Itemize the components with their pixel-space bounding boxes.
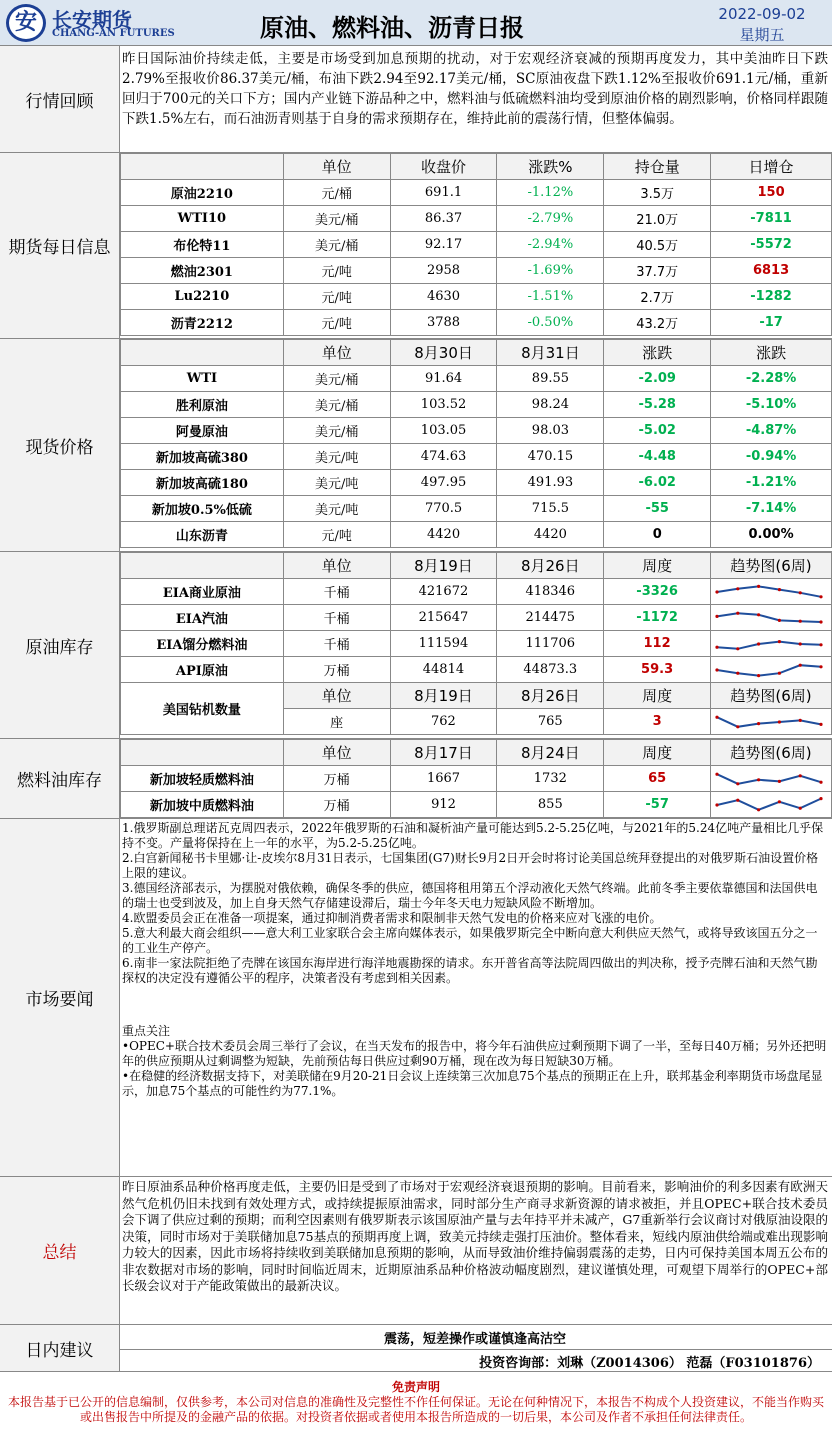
weekly-change-cell: 65 — [604, 766, 711, 792]
advice-label: 日内建议 — [0, 1325, 120, 1371]
price-prev-cell: 103.52 — [390, 392, 497, 418]
crude-inventory-table — [120, 552, 832, 735]
trend-point — [715, 614, 718, 617]
trend-cell — [710, 605, 831, 631]
news-item: 2.白宫新闻秘书卡里娜·让-皮埃尔8月31日表示，七国集团(G7)财长9月2日开会时将讨论美国总统拜登提出的对俄罗斯石油设置价格上限的建议。 — [122, 851, 819, 880]
price-prev-cell: 4420 — [390, 522, 497, 548]
value-prev-cell: 215647 — [390, 605, 497, 631]
product-name: 新加坡0.5%低硫 — [121, 496, 284, 522]
change-pct-cell: -0.94% — [711, 444, 832, 470]
news-list — [122, 821, 828, 1099]
trend-point — [778, 779, 781, 782]
futures-header-cell: 持仓量 — [604, 154, 711, 180]
spot-table — [120, 339, 832, 548]
spot-row — [121, 418, 832, 444]
trend-sparkline — [711, 633, 827, 655]
trend-point — [715, 645, 718, 648]
product-name: 胜利原油 — [121, 392, 284, 418]
crude-inventory-header-cell: 8月19日 — [390, 553, 497, 579]
advice-text: 震荡，短差操作或谨慎逢高沽空 — [383, 1332, 566, 1347]
product-name: 新加坡高硫180 — [121, 470, 284, 496]
unit-cell: 美元/桶 — [283, 206, 390, 232]
change-pct-cell: -2.94% — [497, 232, 604, 258]
daily-oi-change-cell: -7811 — [711, 206, 832, 232]
spot-header-cell — [121, 340, 284, 366]
change-cell: 0 — [604, 522, 711, 548]
futures-header-cell: 单位 — [283, 154, 390, 180]
unit-cell: 千桶 — [283, 579, 390, 605]
unit-cell: 千桶 — [283, 631, 390, 657]
value-curr-cell: 214475 — [497, 605, 604, 631]
close-price-cell: 86.37 — [390, 206, 497, 232]
trend-cell — [711, 792, 832, 818]
trend-point — [799, 663, 802, 666]
disclaimer — [0, 1376, 832, 1444]
fuel-inventory-label: 燃料油库存 — [0, 739, 120, 818]
spot-row — [121, 470, 832, 496]
close-price-cell: 2958 — [390, 258, 497, 284]
trend-cell — [710, 657, 831, 683]
trend-point — [778, 618, 781, 621]
change-pct-cell: -1.12% — [497, 180, 604, 206]
product-name: 新加坡高硫380 — [121, 444, 284, 470]
price-curr-cell: 470.15 — [497, 444, 604, 470]
unit-cell: 美元/桶 — [283, 418, 390, 444]
disclaimer-text: 本报告基于已公开的信息编制，仅供参考，本公司对信息的准确性及完整性不作任何保证。无论在何种情况下，本报告不构成个人投资建议，不能当作购买或出售报告中所提及的金融产品的依据。对投资者依据或者使用本报告所造成的一切后果，本公司及作者不承担任何法律责任。 — [7, 1395, 824, 1424]
spot-label: 现货价格 — [0, 339, 120, 551]
value-prev-cell: 421672 — [390, 579, 497, 605]
value-prev-cell: 44814 — [390, 657, 497, 683]
change-pct-cell: -5.10% — [711, 392, 832, 418]
fuel-inventory-header-cell: 8月24日 — [497, 740, 604, 766]
price-prev-cell: 474.63 — [390, 444, 497, 470]
open-interest-cell: 21.0万 — [604, 206, 711, 232]
trend-point — [799, 774, 802, 777]
change-cell: -2.09 — [604, 366, 711, 392]
crude-inventory-section — [0, 552, 832, 739]
unit-cell: 元/吨 — [283, 522, 390, 548]
trend-point — [757, 674, 760, 677]
fuel-inventory-header-cell: 单位 — [283, 740, 390, 766]
spot-header-cell: 涨跌 — [604, 340, 711, 366]
trend-point — [715, 803, 718, 806]
rig-header-cell: 周度 — [604, 683, 711, 709]
report-header — [0, 0, 832, 46]
unit-cell: 美元/桶 — [283, 366, 390, 392]
value-prev-cell: 912 — [390, 792, 497, 818]
value-curr-cell: 418346 — [497, 579, 604, 605]
price-curr-cell: 98.03 — [497, 418, 604, 444]
crude-inventory-header-cell: 周度 — [604, 553, 711, 579]
price-prev-cell: 91.64 — [390, 366, 497, 392]
trend-sparkline — [711, 581, 827, 603]
trend-point — [819, 722, 822, 725]
weekly-change-cell: 3 — [604, 709, 711, 735]
crude-inventory-header-cell: 趋势图(6周) — [710, 553, 831, 579]
consultant-info: 投资咨询部：刘琳（Z0014306） 范磊（F03101876） — [479, 1356, 820, 1371]
trend-point — [715, 668, 718, 671]
value-curr-cell: 855 — [497, 792, 604, 818]
fuel-inventory-header-cell: 周度 — [604, 740, 711, 766]
inventory-row — [121, 792, 832, 818]
price-prev-cell: 497.95 — [390, 470, 497, 496]
news-item: 5.意大利最大商会组织——意大利工业家联合会主席向媒体表示，如果俄罗斯完全中断向意大利供应天然气，或将导致该国五分之一的工业生产停产。 — [122, 926, 818, 955]
change-cell: -55 — [604, 496, 711, 522]
trend-cell — [710, 631, 831, 657]
fuel-inventory-header-cell: 趋势图(6周) — [711, 740, 832, 766]
value-prev-cell: 1667 — [390, 766, 497, 792]
futures-table — [120, 153, 832, 336]
company-name-cn: 长安期货 — [52, 8, 132, 32]
news-item: 1.俄罗斯副总理诺瓦克周四表示，2022年俄罗斯的石油和凝析油产量可能达到5.2-5.25亿吨，与2021年的5.24亿吨产量相比几乎保持不变。产量将保持在上一年的水平，为5.2-5.25亿吨。 — [122, 821, 824, 850]
open-interest-cell: 3.5万 — [604, 180, 711, 206]
trend-point — [799, 619, 802, 622]
rig-header-cell: 趋势图(6周) — [710, 683, 831, 709]
rig-header-row — [121, 683, 832, 709]
inventory-row — [121, 631, 832, 657]
crude-inventory-header-row — [121, 553, 832, 579]
trend-point — [736, 798, 739, 801]
daily-oi-change-cell: -1282 — [711, 284, 832, 310]
change-cell: -4.48 — [604, 444, 711, 470]
contract-name: 布伦特11 — [121, 232, 284, 258]
spot-header-cell: 单位 — [283, 340, 390, 366]
trend-point — [757, 808, 760, 811]
news-label: 市场要闻 — [0, 819, 120, 1176]
trend-line — [717, 613, 821, 622]
trend-point — [757, 613, 760, 616]
trend-point — [736, 587, 739, 590]
inventory-row — [121, 766, 832, 792]
trend-sparkline — [711, 768, 827, 790]
trend-point — [736, 782, 739, 785]
trend-point — [736, 725, 739, 728]
trend-sparkline — [711, 711, 827, 733]
change-pct-cell: -1.51% — [497, 284, 604, 310]
trend-line — [717, 717, 821, 727]
spot-header-cell: 涨跌 — [711, 340, 832, 366]
unit-cell: 万桶 — [283, 766, 390, 792]
focus-item: •OPEC+联合技术委员会周三举行了会议，在当天发布的报告中，将今年石油供应过剩预期下调了一半，至每日40万桶；另外还把明年的供应预期从过剩调整为短缺，先前预估每日供应过剩90万桶，现在改为每日短缺30万桶。 — [122, 1039, 827, 1068]
fuel-inventory-header-row — [121, 740, 832, 766]
company-logo-icon: 安 — [6, 4, 46, 42]
trend-point — [778, 800, 781, 803]
report-weekday: 星期五 — [739, 26, 785, 44]
trend-sparkline — [711, 607, 827, 629]
price-prev-cell: 770.5 — [390, 496, 497, 522]
trend-point — [778, 640, 781, 643]
value-curr-cell: 44873.3 — [497, 657, 604, 683]
trend-point — [819, 780, 822, 783]
futures-row — [121, 284, 832, 310]
inventory-row — [121, 657, 832, 683]
rig-header-cell: 8月19日 — [390, 683, 497, 709]
change-pct-cell: 0.00% — [711, 522, 832, 548]
crude-inventory-header-cell: 单位 — [283, 553, 390, 579]
news-item: 3.德国经济部表示，为摆脱对俄依赖，确保冬季的供应，德国将租用第五个浮动液化天然气终端。此前冬季主要依靠德国和法国供电的瑞士也受到波及，加上自身天然气存储建设滞后，瑞士今年冬天电力短缺风险不断增加。 — [122, 881, 818, 910]
futures-header-row — [121, 154, 832, 180]
contract-name: 原油2210 — [121, 180, 284, 206]
futures-header-cell: 收盘价 — [390, 154, 497, 180]
contract-name: 沥青2212 — [121, 310, 284, 336]
trend-point — [799, 806, 802, 809]
unit-cell: 美元/吨 — [283, 444, 390, 470]
summary-label: 总结 — [0, 1177, 120, 1324]
advice-section — [0, 1325, 832, 1372]
disclaimer-title: 免责声明 — [391, 1380, 440, 1394]
close-price-cell: 4630 — [390, 284, 497, 310]
value-prev-cell: 762 — [390, 709, 497, 735]
trend-point — [799, 718, 802, 721]
trend-line — [717, 586, 821, 596]
change-pct-cell: -7.14% — [711, 496, 832, 522]
change-pct-cell: -1.69% — [497, 258, 604, 284]
futures-section — [0, 153, 832, 339]
value-curr-cell: 111706 — [497, 631, 604, 657]
open-interest-cell: 37.7万 — [604, 258, 711, 284]
trend-point — [778, 588, 781, 591]
value-curr-cell: 1732 — [497, 766, 604, 792]
unit-cell: 万桶 — [283, 792, 390, 818]
change-pct-cell: -2.28% — [711, 366, 832, 392]
spot-row — [121, 444, 832, 470]
close-price-cell: 691.1 — [390, 180, 497, 206]
trend-point — [736, 647, 739, 650]
futures-row — [121, 206, 832, 232]
news-section — [0, 819, 832, 1177]
change-pct-cell: -1.21% — [711, 470, 832, 496]
trend-line — [717, 641, 821, 648]
price-prev-cell: 103.05 — [390, 418, 497, 444]
fuel-inventory-header-cell — [121, 740, 284, 766]
fuel-inventory-header-cell: 8月17日 — [390, 740, 497, 766]
open-interest-cell: 2.7万 — [604, 284, 711, 310]
trend-point — [757, 642, 760, 645]
trend-point — [819, 595, 822, 598]
trend-point — [819, 797, 822, 800]
focus-item: •在稳健的经济数据支持下，对美联储在9月20-21日会议上连续第三次加息75个基点的预期正在上升，联邦基金利率期货市场盘尾显示，加息75个基点的可能性约为77.1%。 — [122, 1069, 823, 1098]
futures-row — [121, 258, 832, 284]
contract-name: WTI10 — [121, 206, 284, 232]
futures-row — [121, 232, 832, 258]
contract-name: 燃油2301 — [121, 258, 284, 284]
value-curr-cell: 765 — [497, 709, 604, 735]
change-cell: -5.02 — [604, 418, 711, 444]
open-interest-cell: 43.2万 — [604, 310, 711, 336]
daily-oi-change-cell: -17 — [711, 310, 832, 336]
futures-header-cell: 涨跌% — [497, 154, 604, 180]
trend-point — [819, 665, 822, 668]
futures-header-cell: 日增仓 — [711, 154, 832, 180]
trend-point — [778, 671, 781, 674]
weekly-change-cell: 59.3 — [604, 657, 711, 683]
crude-inventory-label: 原油库存 — [0, 552, 120, 738]
open-interest-cell: 40.5万 — [604, 232, 711, 258]
trend-point — [736, 671, 739, 674]
daily-oi-change-cell: 6813 — [711, 258, 832, 284]
trend-point — [819, 620, 822, 623]
weekly-change-cell: -1172 — [604, 605, 711, 631]
product-name: 阿曼原油 — [121, 418, 284, 444]
fuel-inventory-table — [120, 739, 832, 818]
inventory-name: API原油 — [121, 657, 284, 683]
trend-point — [799, 642, 802, 645]
spot-row — [121, 496, 832, 522]
unit-cell: 座 — [283, 709, 390, 735]
price-curr-cell: 98.24 — [497, 392, 604, 418]
review-text: 昨日国际油价持续走低，主要是市场受到加息预期的扰动，对于宏观经济衰减的预期再度发力，其中美油昨日下跌2.79%至报收价86.37美元/桶，布油下跌2.94至92.17美元/桶，SC原油夜盘下跌1.12%至报收价691.1元/桶，重新回归于700元的关口下方；国内产业链下游品种之中，燃料油与低硫燃料油均受到原油价格的剧烈影响，价格同样跟随下跌1.5%左右，而石油沥青则基于自身的需求预期存在，维持此前的震荡行情，但整体偏弱。 — [122, 51, 828, 127]
spot-row — [121, 392, 832, 418]
close-price-cell: 92.17 — [390, 232, 497, 258]
trend-point — [757, 778, 760, 781]
review-section — [0, 46, 832, 153]
unit-cell: 美元/吨 — [283, 496, 390, 522]
summary-text: 昨日原油系品种价格再度走低，主要仍旧是受到了市场对于宏观经济衰退预期的影响。目前看来，影响油价的利多因素有欧洲天然气危机仍旧未找到有效处理方式，或持续提振原油需求，同时部分生产商寻求新资源的请求被拒，并且OPEC+联合技术委员会下调了供应过剩的预期；而利空因素则有俄罗斯表示该国原油产量与去年持平并未减产，G7重新举行会议商讨对俄原油设限的决策，同时市场对于美联储加息75基点的预期再度上调，致美元持续走强打压油价。整体看来，短线内原油供给端或难出现影响力较大的因素，因此市场将持续收到美联储加息预期的影响，从而导致油价维持偏弱震荡的走势，日内可保持美国本周五公布的非农数据对市场的影响，同时时间临近周末，近期原油系品种价格波动幅度剧烈，建议谨慎处理，可观望下周举行的OPEC+部长级会议对于产能政策做出的最新决议。 — [122, 1179, 828, 1293]
change-pct-cell: -0.50% — [497, 310, 604, 336]
report-date: 2022-09-02 — [718, 5, 806, 23]
trend-point — [799, 591, 802, 594]
unit-cell: 美元/吨 — [283, 470, 390, 496]
price-curr-cell: 89.55 — [497, 366, 604, 392]
price-curr-cell: 491.93 — [497, 470, 604, 496]
trend-line — [717, 798, 821, 809]
unit-cell: 千桶 — [283, 605, 390, 631]
rig-header-cell: 8月26日 — [497, 683, 604, 709]
inventory-row — [121, 579, 832, 605]
unit-cell: 元/吨 — [283, 258, 390, 284]
news-item: 6.南非一家法院拒绝了壳牌在该国东海岸进行海洋地震勘探的请求。东开普省高等法院周四做出的判决称，授予壳牌石油和天然气勘探权的决定没有遵循公平的程序，决策者没有考虑到相关因素。 — [122, 956, 818, 985]
unit-cell: 美元/桶 — [283, 392, 390, 418]
news-item: 4.欧盟委员会正在准备一项提案，通过抑制消费者需求和限制非天然气发电的价格来应对飞涨的电价。 — [122, 911, 662, 925]
close-price-cell: 3788 — [390, 310, 497, 336]
trend-point — [819, 643, 822, 646]
trend-point — [736, 611, 739, 614]
inventory-row — [121, 605, 832, 631]
price-curr-cell: 715.5 — [497, 496, 604, 522]
review-label: 行情回顾 — [0, 46, 120, 152]
trend-cell — [710, 709, 831, 735]
spot-header-cell: 8月30日 — [390, 340, 497, 366]
trend-cell — [710, 579, 831, 605]
weekly-change-cell: -3326 — [604, 579, 711, 605]
price-curr-cell: 4420 — [497, 522, 604, 548]
unit-cell: 万桶 — [283, 657, 390, 683]
fuel-inventory-section — [0, 739, 832, 819]
trend-point — [715, 772, 718, 775]
futures-row — [121, 180, 832, 206]
value-prev-cell: 111594 — [390, 631, 497, 657]
inventory-name: EIA馏分燃料油 — [121, 631, 284, 657]
weekly-change-cell: -57 — [604, 792, 711, 818]
futures-header-cell — [121, 154, 284, 180]
trend-point — [757, 584, 760, 587]
unit-cell: 美元/桶 — [283, 232, 390, 258]
crude-inventory-header-cell: 8月26日 — [497, 553, 604, 579]
summary-section — [0, 1177, 832, 1325]
report-title: 原油、燃料油、沥青日报 — [260, 14, 524, 42]
inventory-name: 新加坡中质燃料油 — [121, 792, 284, 818]
product-name: WTI — [121, 366, 284, 392]
change-pct-cell: -4.87% — [711, 418, 832, 444]
trend-cell — [711, 766, 832, 792]
trend-line — [717, 774, 821, 784]
inventory-name: EIA汽油 — [121, 605, 284, 631]
futures-label: 期货每日信息 — [0, 153, 120, 338]
trend-point — [778, 720, 781, 723]
trend-point — [715, 715, 718, 718]
daily-oi-change-cell: 150 — [711, 180, 832, 206]
spot-header-row — [121, 340, 832, 366]
change-cell: -6.02 — [604, 470, 711, 496]
spot-row — [121, 522, 832, 548]
spot-header-cell: 8月31日 — [497, 340, 604, 366]
daily-oi-change-cell: -5572 — [711, 232, 832, 258]
trend-point — [757, 722, 760, 725]
crude-inventory-header-cell — [121, 553, 284, 579]
spot-row — [121, 366, 832, 392]
inventory-name: 新加坡轻质燃料油 — [121, 766, 284, 792]
trend-line — [717, 665, 821, 675]
rig-count-name: 美国钻机数量 — [121, 683, 284, 735]
unit-cell: 元/桶 — [283, 180, 390, 206]
trend-sparkline — [711, 659, 827, 681]
focus-title: 重点关注 — [122, 1024, 171, 1038]
contract-name: Lu2210 — [121, 284, 284, 310]
product-name: 山东沥青 — [121, 522, 284, 548]
unit-cell: 元/吨 — [283, 284, 390, 310]
company-name-en: CHANG-AN FUTURES — [52, 28, 175, 39]
change-cell: -5.28 — [604, 392, 711, 418]
futures-row — [121, 310, 832, 336]
weekly-change-cell: 112 — [604, 631, 711, 657]
inventory-name: EIA商业原油 — [121, 579, 284, 605]
rig-header-cell: 单位 — [283, 683, 390, 709]
trend-point — [715, 590, 718, 593]
unit-cell: 元/吨 — [283, 310, 390, 336]
spot-section — [0, 339, 832, 552]
change-pct-cell: -2.79% — [497, 206, 604, 232]
trend-sparkline — [711, 794, 827, 816]
